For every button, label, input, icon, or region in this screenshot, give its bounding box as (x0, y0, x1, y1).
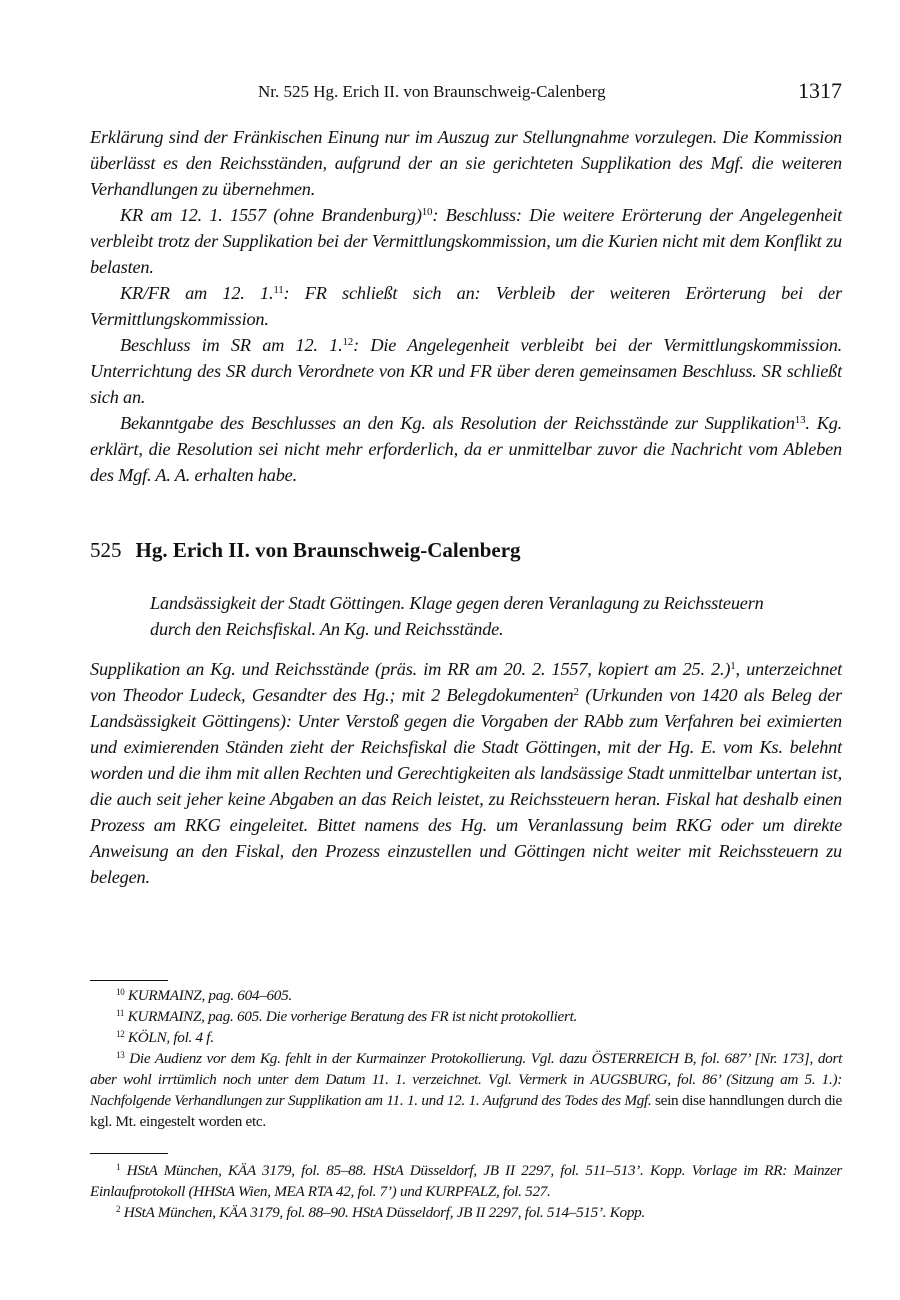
running-title: Nr. 525 Hg. Erich II. von Braunschweig-Calenberg (258, 82, 606, 101)
paragraph (90, 656, 842, 890)
section-number: 525 (90, 538, 122, 562)
text-run: Die Audienz vor dem Kg. fehlt in der Kurmainzer Protokollierung. Vgl. dazu ÖSTERREICH B, fol. 687’ [Nr. 173], dort aber wohl irrtümlich noch unter dem Datum 11. 1. verzeichnet. Vgl. Vermerk in AUGSBURG, fol. 86’ (Sitzung am 5. 1.): Nachfolgende Verhandlungen zur Supplikation am 11. 1. und 12. 1. Aufgrund des Todes des Mgf. (90, 1050, 842, 1109)
paragraph (90, 1160, 842, 1202)
text-run: KR am 12. 1. 1557 (ohne Brandenburg) (120, 205, 422, 225)
text-run: (Urkunden von 1420 als Beleg der Landsässigkeit Göttingens): Unter Verstoß gegen die Vorgaben der RAbb zum Verfahren bei eximierten und eximierenden Ständen zieht der Reichsfiskal die Stadt Göttingen, mit der Hg. E. vom Ks. belehnt worden und die ihm mit allen Rechten und Gerechtigkeiten als landsässige Stadt unmittelbar untertan ist, die auch seit jeher keine Abgaben an das Reich leistet, zu Reichssteuern heran. Fiskal hat deshalb einen Prozess am RKG eingeleitet. Bittet namens des Hg. um Veranlassung beim RKG oder um direkte Anweisung an den Fiskal, den Prozess einzustellen und Göttingen nicht weiter mit Reichssteuern zu belegen. (90, 685, 843, 887)
section-heading (90, 538, 521, 563)
text-run: Beschluss im SR am 12. 1. (120, 335, 343, 355)
footnote-rule (90, 980, 168, 981)
text-run: Supplikation an Kg. und Reichsstände (präs. im RR am 20. 2. 1557, kopiert am 25. 2.) (90, 659, 731, 679)
text-run: KÖLN, fol. 4 f. (124, 1029, 214, 1046)
paragraph (90, 280, 842, 332)
page-number: 1317 (798, 78, 842, 103)
footnote-marker: 2 (573, 686, 579, 698)
paragraph (90, 332, 842, 410)
paragraph (90, 1202, 842, 1223)
footnotes-numeric (90, 985, 842, 1132)
paragraph (90, 410, 842, 488)
continued-text (90, 124, 842, 488)
paragraph (90, 124, 842, 202)
text-run: HStA München, KÄA 3179, fol. 88–90. HStA Düsseldorf, JB II 2297, fol. 514–515’. Kopp. (120, 1204, 645, 1221)
paragraph (90, 202, 842, 280)
paragraph (90, 1027, 842, 1048)
text-run: KR/FR am 12. 1. (120, 283, 274, 303)
text-run: sein dise hanndlungen durch die kgl. Mt. eingestelt worden etc. (90, 1092, 842, 1130)
footnote-marker: 11 (116, 1008, 125, 1018)
footnote-marker: 12 (116, 1029, 125, 1039)
text-run: Bekanntgabe des Beschlusses an den Kg. als Resolution der Reichsstände zur Supplikation (120, 413, 795, 433)
text-run: Erklärung sind der Fränkischen Einung nur im Auszug zur Stellungnahme vorzulegen. Die Kommission überlässt es den Reichsständen, aufgrund der an sie gerichteten Supplikation des Mgf. die weiteren Verhandlungen zu übernehmen. (90, 127, 842, 199)
footnote-marker: 11 (273, 284, 284, 296)
footnote-marker: 1 (116, 1162, 121, 1172)
footnote-marker: 1 (730, 660, 736, 672)
paragraph (90, 985, 842, 1006)
footnotes-section (90, 1160, 842, 1223)
text-run: KURMAINZ, pag. 605. Die vorherige Beratung des FR ist nicht protokolliert. (124, 1008, 577, 1025)
footnote-marker: 10 (116, 987, 125, 997)
paragraph (90, 1048, 842, 1132)
text-run: : Die Angelegenheit verbleibt bei der Vermittlungskommission. Unterrichtung des SR durch Verordnete von KR und FR über deren gemeinsamen Beschluss. SR schließt sich an. (90, 335, 842, 407)
footnote-marker: 12 (342, 336, 354, 348)
section-body (90, 656, 842, 890)
footnote-marker: 10 (421, 206, 433, 218)
text-run: KURMAINZ, pag. 604–605. (124, 987, 292, 1004)
section-summary: Landsässigkeit der Stadt Göttingen. Klage gegen deren Veranlagung zu Reichssteuern durch den Reichsfiskal. An Kg. und Reichsstände. (150, 593, 764, 639)
footnote-marker: 13 (794, 414, 806, 426)
text-run: , unterzeichnet von Theodor Ludeck, Gesandter des Hg.; mit 2 Belegdokumenten (90, 659, 842, 705)
text-run: : Beschluss: Die weitere Erörterung der Angelegenheit verbleibt trotz der Supplikation bei der Vermittlungskommission, um die Kurien nicht mit dem Konflikt zu belasten. (90, 205, 842, 277)
section-title: Hg. Erich II. von Braunschweig-Calenberg (135, 538, 521, 562)
paragraph (90, 1006, 842, 1027)
text-run: . Kg. erklärt, die Resolution sei nicht mehr erforderlich, da er unmittelbar zuvor die Nachricht vom Ableben des Mgf. A. A. erhalten habe. (90, 413, 843, 485)
text-run: HStA München, KÄA 3179, fol. 85–88. HStA Düsseldorf, JB II 2297, fol. 511–513’. Kopp. Vorlage im RR: Mainzer Einlaufprotokoll (HHStA Wien, MEA RTA 42, fol. 7’) und KURPFALZ, fol. 527. (90, 1162, 842, 1200)
running-header (90, 78, 842, 106)
footnote-marker: 2 (116, 1204, 121, 1214)
text-run: : FR schließt sich an: Verbleib der weiteren Erörterung bei der Vermittlungskommission. (90, 283, 843, 329)
footnote-rule (90, 1153, 168, 1154)
footnote-marker: 13 (116, 1050, 125, 1060)
